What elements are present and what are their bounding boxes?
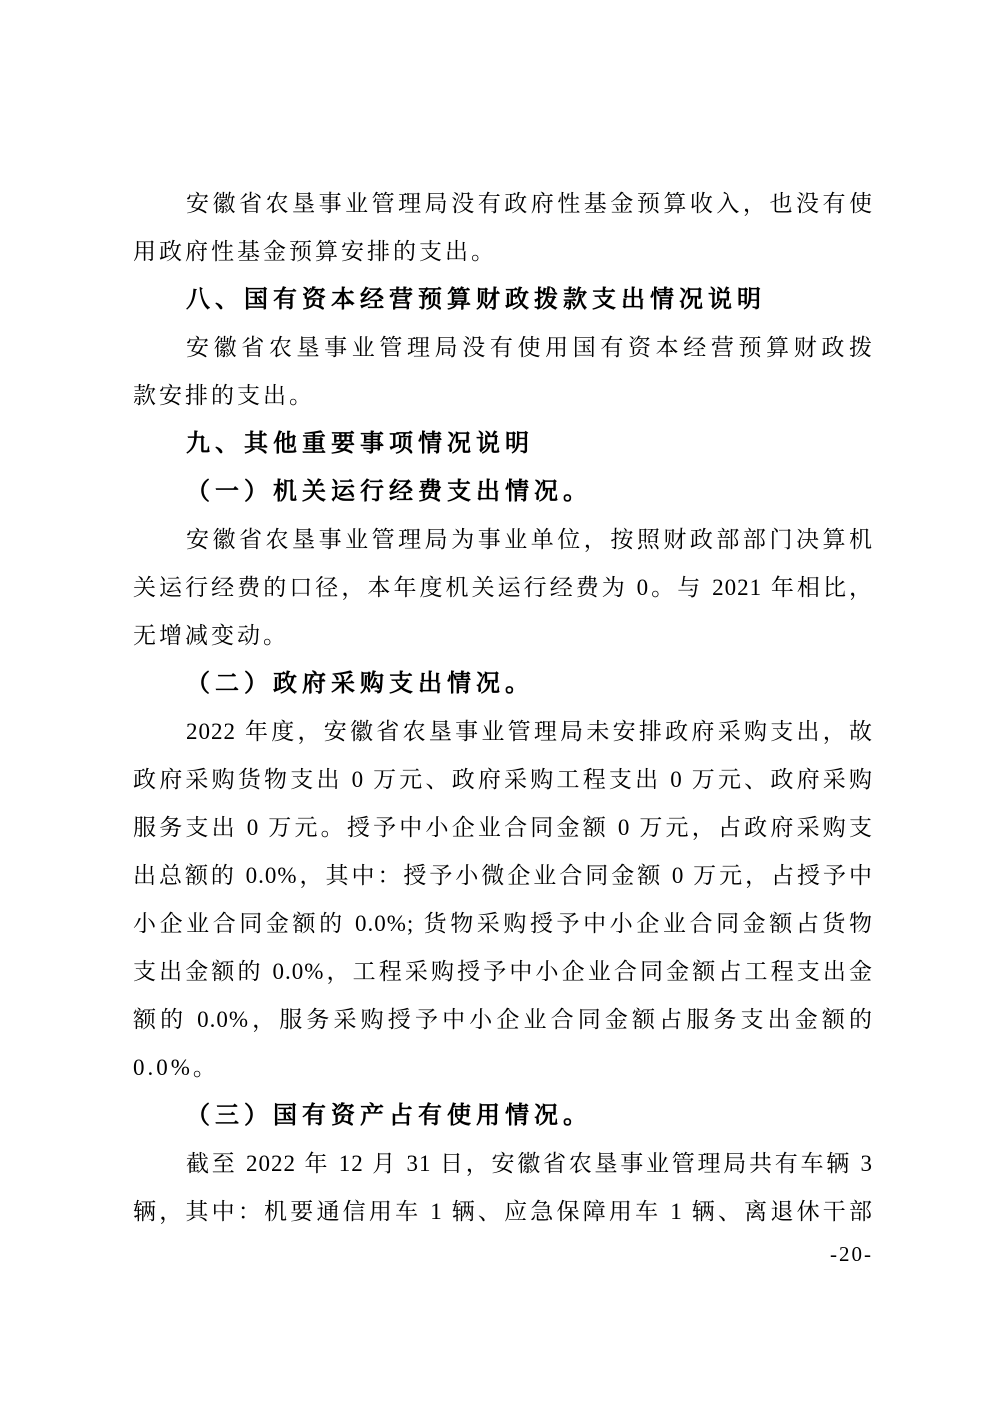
document-page-body [133, 180, 873, 1236]
paragraph-line: 出总额的 0.0%，其中：授予小微企业合同金额 0 万元，占授予中 [133, 863, 873, 888]
paragraph-line: 无增减变动。 [133, 623, 289, 648]
paragraph-line: 安徽省农垦事业管理局没有使用国有资本经营预算财政拨 [186, 335, 873, 360]
paragraph-line: 关运行经费的口径，本年度机关运行经费为 0。与 2021 年相比， [133, 575, 874, 600]
section-heading: 九、其他重要事项情况说明 [186, 430, 534, 457]
page-number: -20- [830, 1242, 873, 1266]
paragraph-line: 2022 年度，安徽省农垦事业管理局未安排政府采购支出，故 [186, 719, 873, 744]
paragraph-line: 额的 0.0%，服务采购授予中小企业合同金额占服务支出金额的 [133, 1007, 873, 1032]
section-heading: 八、国有资本经营预算财政拨款支出情况说明 [186, 286, 766, 313]
paragraph-line: 用政府性基金预算安排的支出。 [133, 239, 497, 264]
subsection-heading: （二）政府采购支出情况。 [186, 670, 534, 697]
subsection-heading: （三）国有资产占有使用情况。 [186, 1102, 592, 1129]
paragraph-line: 款安排的支出。 [133, 383, 315, 408]
paragraph-line: 服务支出 0 万元。授予中小企业合同金额 0 万元，占政府采购支 [133, 815, 873, 840]
paragraph-line: 安徽省农垦事业管理局为事业单位，按照财政部部门决算机 [186, 527, 873, 552]
paragraph-line: 安徽省农垦事业管理局没有政府性基金预算收入，也没有使 [186, 191, 873, 216]
paragraph-line: 截至 2022 年 12 月 31 日，安徽省农垦事业管理局共有车辆 3 [186, 1151, 873, 1176]
paragraph-line: 辆，其中：机要通信用车 1 辆、应急保障用车 1 辆、离退休干部 [133, 1199, 873, 1224]
subsection-heading: （一）机关运行经费支出情况。 [186, 478, 592, 505]
paragraph-line: 政府采购货物支出 0 万元、政府采购工程支出 0 万元、政府采购 [133, 767, 873, 792]
paragraph-line: 小企业合同金额的 0.0%; 货物采购授予中小企业合同金额占货物 [133, 911, 873, 936]
paragraph-line: 0.0%。 [133, 1055, 219, 1080]
paragraph-line: 支出金额的 0.0%，工程采购授予中小企业合同金额占工程支出金 [133, 959, 873, 984]
